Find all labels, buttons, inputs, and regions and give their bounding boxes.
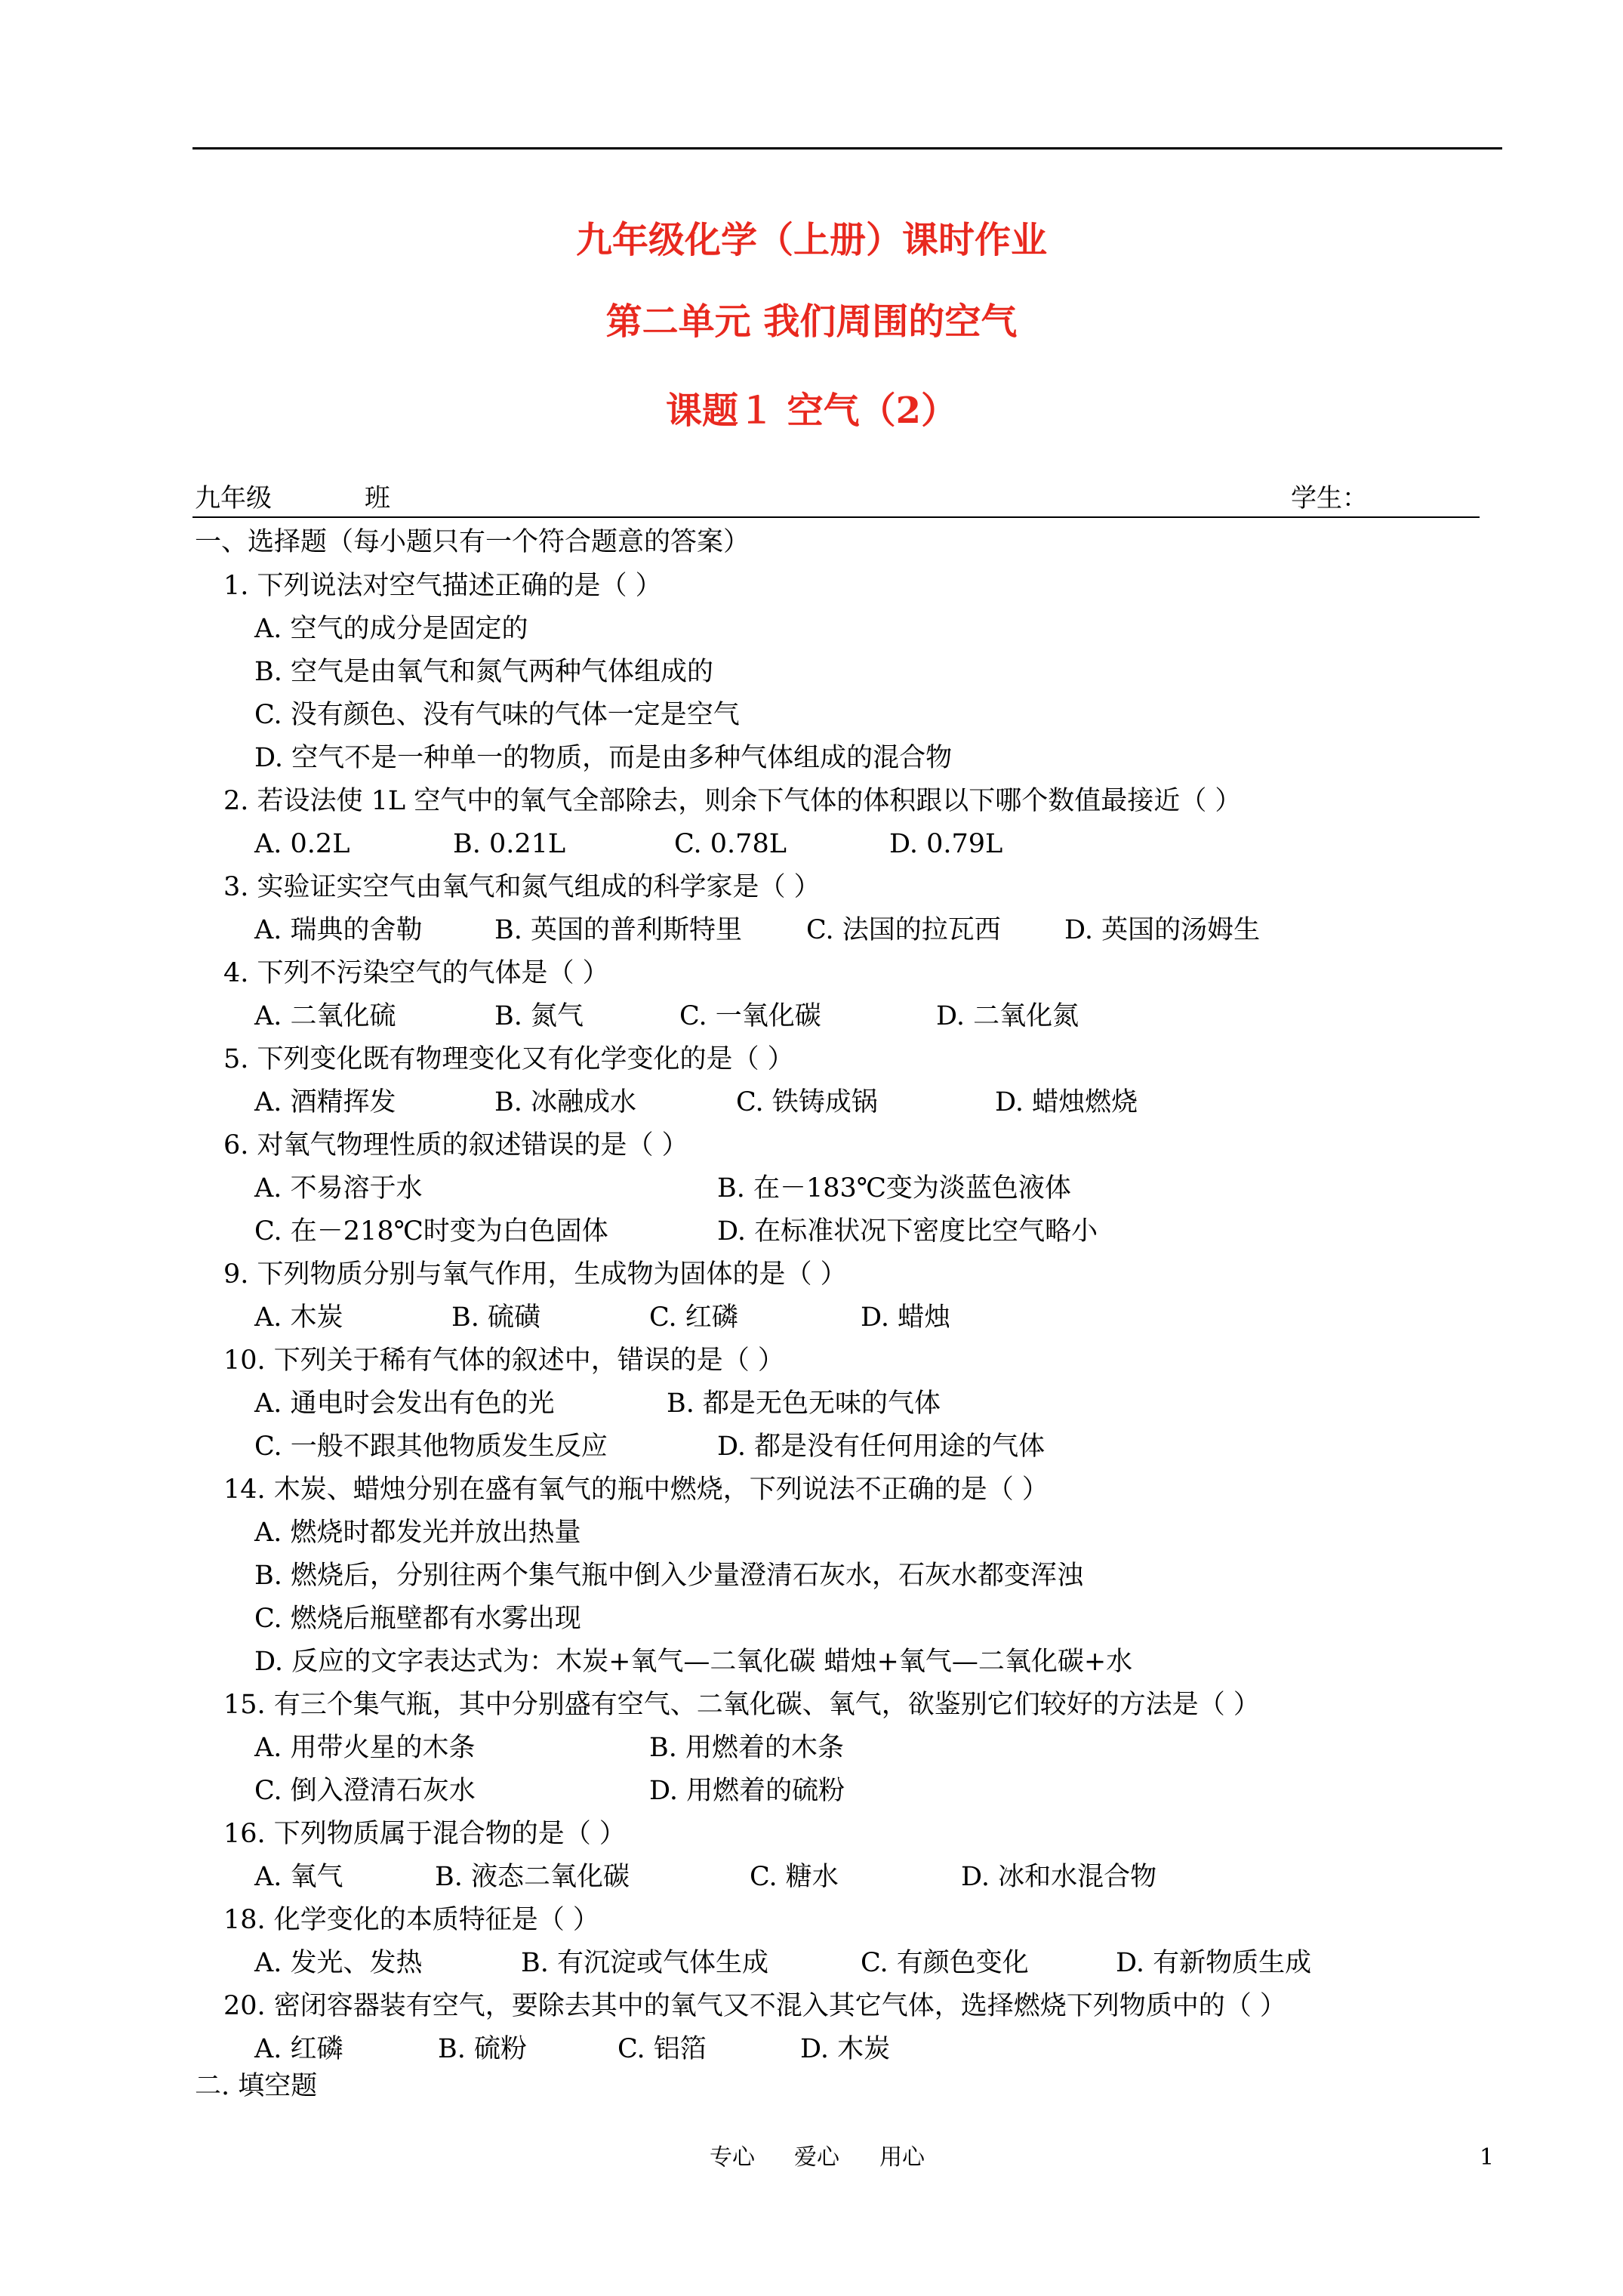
option-d: D. 二氧化氮 — [936, 1001, 1079, 1031]
option-b: B. 燃烧后，分别往两个集气瓶中倒入少量澄清石灰水，石灰水都变浑浊 — [254, 1561, 1083, 1591]
option-b: B. 在－183℃变为淡蓝色液体 — [717, 1173, 1071, 1203]
footer-motto-3: 用心 — [879, 2144, 925, 2171]
option-c: C. 有颜色变化 — [861, 1948, 1029, 1978]
option-d: D. 都是没有任何用途的气体 — [717, 1432, 1046, 1462]
option-a: A. 瑞典的舍勒 — [254, 915, 423, 945]
section-choice-heading — [195, 525, 750, 559]
option-row — [0, 737, 1623, 780]
question-text: 9. 下列物质分别与氧气作用，生成物为固体的是（ ） — [223, 1259, 847, 1290]
footer-motto-2: 爱心 — [794, 2144, 839, 2171]
option-row — [0, 651, 1623, 694]
option-a: A. 氧气 — [254, 1862, 343, 1892]
option-b: B. 0.21L — [453, 829, 566, 859]
option-d: D. 0.79L — [889, 829, 1003, 859]
option-row — [0, 2028, 1623, 2071]
option-c: C. 一氧化碳 — [679, 1001, 821, 1031]
option-c: C. 法国的拉瓦西 — [806, 915, 1001, 945]
option-d: D. 有新物质生成 — [1116, 1948, 1312, 1978]
question-1 — [0, 565, 1623, 608]
option-a: A. 发光、发热 — [254, 1948, 423, 1978]
option-d: D. 英国的汤姆生 — [1064, 915, 1261, 945]
option-a: A. 0.2L — [254, 829, 350, 859]
option-b: B. 用燃着的木条 — [649, 1733, 844, 1763]
option-c: C. 燃烧后瓶壁都有水雾出现 — [254, 1604, 581, 1634]
question-2 — [0, 780, 1623, 823]
option-b: B. 英国的普利斯特里 — [494, 915, 742, 945]
unit-title: 第二单元 我们周围的空气 — [605, 300, 1018, 343]
option-row — [0, 909, 1623, 952]
option-c: C. 倒入澄清石灰水 — [254, 1776, 476, 1806]
student-label: 学生： — [1291, 483, 1368, 513]
option-d: D. 空气不是一种单一的物质，而是由多种气体组成的混合物 — [254, 743, 953, 773]
option-c: C. 没有颜色、没有气味的气体一定是空气 — [254, 700, 740, 730]
question-4 — [0, 952, 1623, 995]
option-row — [0, 995, 1623, 1038]
option-a: A. 用带火星的木条 — [254, 1733, 476, 1763]
option-row — [0, 1641, 1623, 1684]
option-row — [0, 1382, 1623, 1425]
section-choice-label: 一、选择题 — [195, 527, 328, 557]
option-d: D. 木炭 — [800, 2034, 891, 2064]
question-8 — [0, 1339, 1623, 1382]
page-number: 1 — [1480, 2144, 1495, 2171]
option-row — [0, 608, 1623, 651]
question-12 — [0, 1899, 1623, 1942]
option-row — [0, 1727, 1623, 1770]
question-6 — [0, 1124, 1623, 1167]
question-text: 3. 实验证实空气由氧气和氮气组成的科学家是（ ） — [223, 872, 821, 902]
option-row — [0, 1856, 1623, 1899]
option-b: B. 硫磺 — [451, 1302, 540, 1333]
option-d: D. 蜡烛燃烧 — [995, 1087, 1138, 1117]
lesson-title: 课题１ 空气（2） — [665, 390, 958, 432]
option-a: A. 空气的成分是固定的 — [254, 614, 528, 644]
option-row — [0, 1081, 1623, 1124]
option-a: A. 通电时会发出有色的光 — [254, 1388, 555, 1419]
option-d: D. 蜡烛 — [861, 1302, 951, 1333]
question-text: 18. 化学变化的本质特征是（ ） — [223, 1905, 599, 1935]
option-row — [0, 1512, 1623, 1555]
option-b: B. 有沉淀或气体生成 — [521, 1948, 768, 1978]
option-b: B. 液态二氧化碳 — [435, 1862, 630, 1892]
question-3 — [0, 866, 1623, 909]
option-d: D. 用燃着的硫粉 — [649, 1776, 845, 1806]
option-d: D. 反应的文字表达式为：木炭+氧气—二氧化碳 蜡烛+氧气—二氧化碳+水 — [254, 1647, 1133, 1677]
option-a: A. 木炭 — [254, 1302, 343, 1333]
question-text: 20. 密闭容器装有空气，要除去其中的氧气又不混入其它气体，选择燃烧下列物质中的（ ） — [223, 1991, 1286, 2021]
option-row — [0, 1598, 1623, 1641]
doc-title: 九年级化学（上册）课时作业 — [575, 219, 1047, 261]
option-c: C. 红磷 — [649, 1302, 738, 1333]
question-text: 5. 下列变化既有物理变化又有化学变化的是（ ） — [223, 1044, 794, 1074]
question-list — [0, 565, 1623, 2071]
option-a: A. 二氧化硫 — [254, 1001, 396, 1031]
option-b: B. 都是无色无味的气体 — [667, 1388, 941, 1419]
option-c: C. 铝箔 — [617, 2034, 707, 2064]
student-info-line — [192, 482, 1480, 518]
option-b: B. 硫粉 — [438, 2034, 527, 2064]
question-5 — [0, 1038, 1623, 1081]
grade-label: 九年级 — [195, 483, 272, 513]
section-choice-note: （每小题只有一个符合题意的答案） — [327, 527, 750, 557]
option-a: A. 酒精挥发 — [254, 1087, 396, 1117]
option-row — [0, 1210, 1623, 1253]
option-b: B. 氮气 — [494, 1001, 584, 1031]
option-a: A. 红磷 — [254, 2034, 343, 2064]
option-c: C. 糖水 — [750, 1862, 839, 1892]
option-row — [0, 1425, 1623, 1469]
option-a: A. 不易溶于水 — [254, 1173, 423, 1203]
option-c: C. 0.78L — [674, 829, 787, 859]
question-text: 1. 下列说法对空气描述正确的是（ ） — [223, 571, 662, 601]
option-c: C. 一般不跟其他物质发生反应 — [254, 1432, 608, 1462]
question-9 — [0, 1469, 1623, 1512]
option-d: D. 在标准状况下密度比空气略小 — [717, 1216, 1098, 1247]
question-11 — [0, 1813, 1623, 1856]
question-text: 14. 木炭、蜡烛分别在盛有氧气的瓶中燃烧，下列说法不正确的是（ ） — [223, 1475, 1049, 1505]
option-d: D. 冰和水混合物 — [961, 1862, 1157, 1892]
option-a: A. 燃烧时都发光并放出热量 — [254, 1518, 581, 1548]
question-text: 4. 下列不污染空气的气体是（ ） — [223, 958, 609, 988]
question-text: 15. 有三个集气瓶，其中分别盛有空气、二氧化碳、氧气，欲鉴别它们较好的方法是（ ） — [223, 1690, 1260, 1720]
option-row — [0, 1770, 1623, 1813]
question-text: 2. 若设法使 1L 空气中的氧气全部除去，则余下气体的体积跟以下哪个数值最接近（ ） — [223, 786, 1242, 816]
footer-motto-1: 专心 — [710, 2144, 755, 2171]
option-b: B. 空气是由氧气和氮气两种气体组成的 — [254, 657, 713, 687]
option-b: B. 冰融成水 — [494, 1087, 636, 1117]
class-label: 班 — [365, 483, 390, 513]
option-row — [0, 1296, 1623, 1339]
question-10 — [0, 1684, 1623, 1727]
section-fill-heading: 二. 填空题 — [195, 2071, 318, 2101]
option-row — [0, 1555, 1623, 1598]
question-text: 6. 对氧气物理性质的叙述错误的是（ ） — [223, 1130, 688, 1160]
option-c: C. 铁铸成锅 — [736, 1087, 878, 1117]
option-c: C. 在－218℃时变为白色固体 — [254, 1216, 608, 1247]
header-rule — [192, 147, 1502, 149]
question-13 — [0, 1985, 1623, 2028]
question-text: 16. 下列物质属于混合物的是（ ） — [223, 1819, 626, 1849]
question-7 — [0, 1253, 1623, 1296]
option-row — [0, 694, 1623, 737]
question-text: 10. 下列关于稀有气体的叙述中，错误的是（ ） — [223, 1345, 784, 1376]
option-row — [0, 1167, 1623, 1210]
option-row — [0, 823, 1623, 866]
option-row — [0, 1942, 1623, 1985]
